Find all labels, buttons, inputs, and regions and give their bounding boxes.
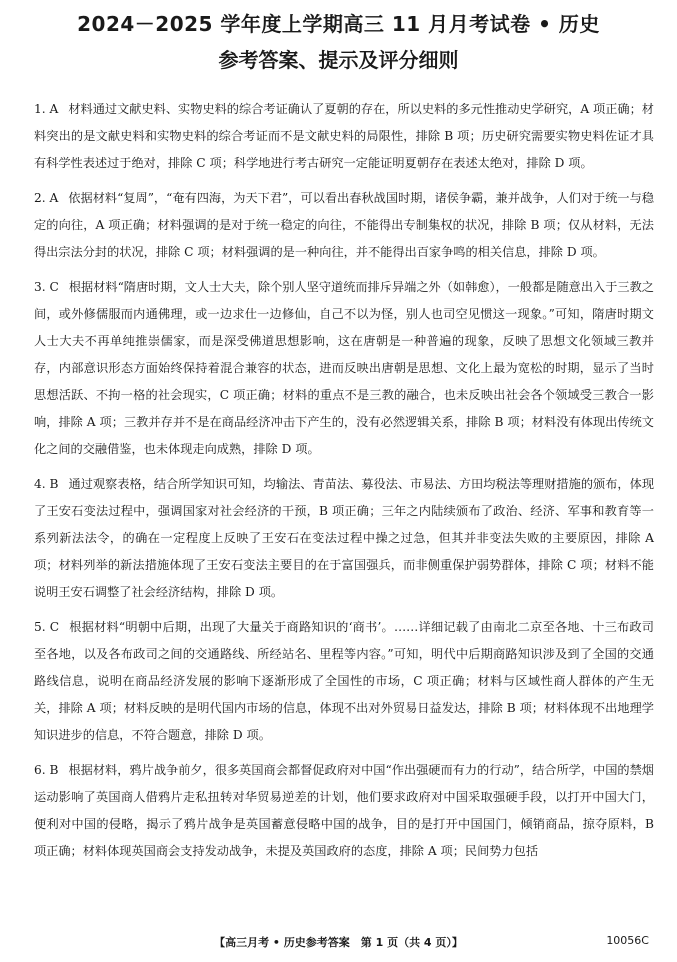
answer-explanation: 根据材料“隋唐时期，文人士大夫，除个别人坚守道统而排斥异端之外（如韩愈），一般都是随意出入于三教之间，或外修儒服而内通佛理，或一边求仕一边修仙，自己不以为怪，别人也司空见惯这一现象。”可知，隋唐时期文人士大夫不再单纯推崇儒家，而是深受佛道思想影响，这在唐朝是一种普遍的现象，反映了思想文化领域三教并存，内部意识形态方面始终保持着混合兼容的状态，进而反映出唐朝是思想、文化上最为宽松的时期，显示了当时思想活跃、不拘一格的社会现实，C 项正确；材料的重点不是三教的融合，也未反映出社会各个领域受三教合一影响，排除 A 项；三教并存并不是在商品经济冲击下产生的，没有必然逻辑关系，排除 B 项；材料没有体现出传统文化之间的交融借鉴，也未体现走向成熟，排除 D 项。 [34, 280, 654, 456]
document-subtitle: 参考答案、提示及评分细则 [218, 48, 459, 72]
answer-item-5 [34, 614, 654, 749]
page-footer-label: 【高三月考 • 历史参考答案 第 1 页（共 4 页）】 [214, 936, 463, 949]
answer-number: 2. A [34, 191, 59, 205]
answer-list [34, 96, 654, 873]
answer-number: 6. B [34, 763, 59, 777]
answer-explanation: 根据材料，鸦片战争前夕，很多英国商会都督促政府对中国“作出强硬而有力的行动”，结合所学，中国的禁烟运动影响了英国商人借鸦片走私扭转对华贸易逆差的计划，他们要求政府对中国采取强硬手段，以打开中国大门，便利对中国的侵略，揭示了鸦片战争是英国蓄意侵略中国的战争，目的是打开中国国门，倾销商品，掠夺原料，B 项正确；材料体现英国商会支持发动战争，未提及英国政府的态度，排除 A 项；民间势力包括 [34, 763, 654, 858]
answer-item-1 [34, 96, 654, 177]
answer-explanation: 通过观察表格，结合所学知识可知，均输法、青苗法、募役法、市易法、方田均税法等理财措施的颁布，体现了王安石变法过程中，强调国家对社会经济的干预，B 项正确；三年之内陆续颁布了政治、经济、军事和教育等一系列新法法令，的确在一定程度上反映了王安石在变法过程中操之过急，但其并非变法失败的主要原因，排除 A 项；材料列举的新法措施体现了王安石变法主要目的在于富国强兵，而非侧重保护弱势群体，排除 C 项；材料不能说明王安石调整了社会经济结构，排除 D 项。 [34, 477, 655, 599]
answer-item-3 [34, 274, 654, 463]
page-footer [0, 934, 677, 954]
answer-item-2 [34, 185, 654, 266]
answer-number: 4. B [34, 477, 59, 491]
answer-item-4 [34, 471, 654, 606]
answer-number: 1. A [34, 102, 59, 116]
answer-explanation: 材料通过文献史料、实物史料的综合考证确认了夏朝的存在，所以史料的多元性推动史学研究，A 项正确；材料突出的是文献史料和实物史料的综合考证而不是文献史料的局限性，排除 B 项；历史研究需要实物史料佐证才具有科学性表述过于绝对，排除 C 项；科学地进行考古研究一定能证明夏朝存在表述太绝对，排除 D 项。 [34, 102, 654, 170]
answer-item-6 [34, 757, 654, 865]
answer-explanation: 依据材料“复周”，“奄有四海，为天下君”，可以看出春秋战国时期，诸侯争霸，兼并战争，人们对于统一与稳定的向往，A 项正确；材料强调的是对于统一稳定的向往，不能得出专制集权的状况，排除 B 项；仅从材料，无法得出宗法分封的状况，排除 C 项；材料强调的是一种向往，并不能得出百家争鸣的相关信息，排除 D 项。 [34, 191, 654, 259]
answer-number: 3. C [34, 280, 59, 294]
answer-number: 5. C [34, 620, 60, 634]
document-title: 2024－2025 学年度上学期高三 11 月月考试卷 • 历史 [77, 12, 600, 36]
answer-explanation: 根据材料“明朝中后期，出现了大量关于商路知识的‘商书’。……详细记载了由南北二京至各地、十三布政司至各地，以及各布政司之间的交通路线、所经站名、里程等内容。”可知，明代中后期商路知识涉及到了全国的交通路线信息，说明在商品经济发展的影响下逐渐形成了全国性的市场，C 项正确；材料与区域性商人群体的产生无关，排除 A 项；材料反映的是明代国内市场的信息，体现不出对外贸易日益发达，排除 B 项；材料体现不出地理学知识进步的信息，不符合题意，排除 D 项。 [34, 620, 654, 742]
document-code: 10056C [606, 934, 649, 947]
